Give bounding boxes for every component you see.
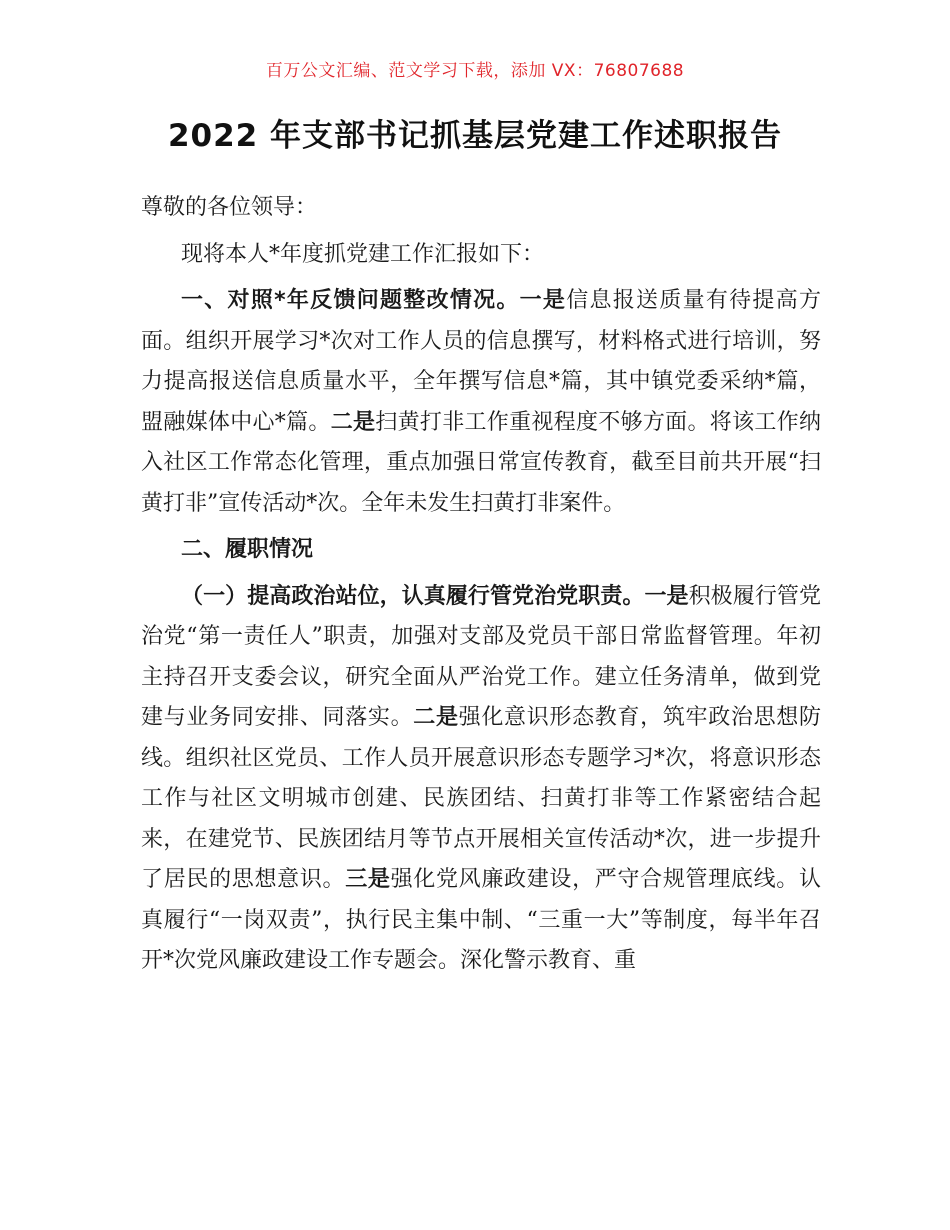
section2-heading: 二、履职情况 bbox=[181, 537, 314, 562]
document-body bbox=[141, 188, 821, 982]
section2-sub1-heading: （一）提高政治站位，认真履行管党治党职责。 bbox=[181, 583, 645, 609]
section1-lead1: 一是 bbox=[519, 288, 567, 313]
section1-heading: 一、对照*年反馈问题整改情况。 bbox=[181, 288, 520, 313]
section2-lead2: 二是 bbox=[413, 705, 459, 730]
section2-sub1-paragraph bbox=[141, 577, 821, 982]
section2-lead3: 三是 bbox=[345, 867, 391, 892]
document-title: 2022 年支部书记抓基层党建工作述职报告 bbox=[167, 118, 783, 154]
section1-lead2: 二是 bbox=[330, 409, 376, 435]
section1-text2: 扫黄打非工作重视程度不够方面。将该工作纳入社区工作常态化管理，重点加强日常宣传教育，截至目前共开展“扫黄打非”宣传活动*次。全年未发生扫黄打非案件。 bbox=[141, 409, 821, 516]
salutation: 尊敬的各位领导： bbox=[141, 195, 318, 220]
section1-text1: 信息报送质量有待提高方面。组织开展学习*次对工作人员的信息撰写，材料格式进行培训，努力提高报送信息质量水平，全年撰写信息*篇，其中镇党委采纳*篇，盟融媒体中心*篇。 bbox=[141, 288, 821, 435]
section2-text3: 强化党风廉政建设，严守合规管理底线。认真履行“一岗双责”，执行民主集中制、“三重一大”等制度，每半年召开*次党风廉政建设工作专题会。深化警示教育、重 bbox=[141, 867, 821, 973]
section1-paragraph bbox=[141, 281, 821, 524]
header-note: 百万公文汇编、范文学习下载，添加 VX：76807688 bbox=[265, 61, 685, 81]
section2-heading-paragraph bbox=[141, 530, 821, 571]
section2-text1: 积极履行管党治党“第一责任人”职责，加强对支部及党员干部日常监督管理。年初主持召开支委会议，研究全面从严治党工作。建立任务清单，做到党建与业务同安排、同落实。 bbox=[141, 583, 821, 730]
section2-lead1: 一是 bbox=[644, 583, 689, 609]
intro-paragraph: 现将本人*年度抓党建工作汇报如下： bbox=[181, 241, 545, 267]
section2-text2: 强化意识形态教育，筑牢政治思想防线。组织社区党员、工作人员开展意识形态专题学习*次，将意识形态工作与社区文明城市创建、民族团结、扫黄打非等工作紧密结合起来，在建党节、民族团结月等节点开展相关宣传活动*次，进一步提升了居民的思想意识。 bbox=[141, 705, 821, 892]
